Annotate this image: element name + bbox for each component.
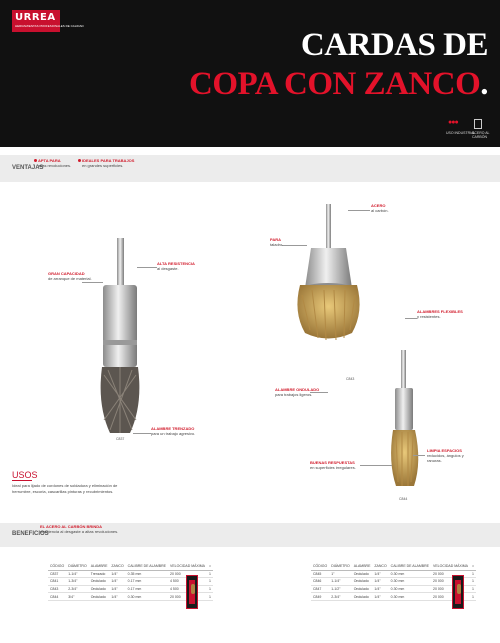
table-cell: 0.30 mm [389,570,431,578]
table-cell: Ondulado [352,593,373,601]
ventajas-label: VENTAJAS [12,165,44,171]
callout-alambre-ondulado: ALAMBRE ONDULADO para trabajos ligeros. [275,387,320,397]
callout-buenas-respuestas: BUENAS RESPUESTAS en superficies irregulares. [310,460,356,470]
brand-logo [12,10,84,32]
steel-icon [474,119,482,129]
table-cell: C841 [48,578,66,586]
product-package-image [186,575,198,609]
table-cell: 20 000 [431,578,470,586]
callout-alambres-flexibles: ALAMBRES FLEXIBLES y resistentes. [417,309,463,319]
table-cell: 1/4" [372,570,388,578]
table-cell: Ondulado [89,578,110,586]
table-cell: 1 [470,585,476,593]
table-cell: 1 [207,593,213,601]
table-cell: 3/4" [66,593,88,601]
table-header-cell: ZANCO [374,564,387,569]
table-cell: 1/4" [372,578,388,586]
table-cell: 20 000 [431,570,470,578]
product-package-image [452,575,464,609]
table-cell: C844 [48,593,66,601]
callout-alta-resistencia: ALTA RESISTENCIA al desgaste. [157,261,195,271]
table-header-cell: ⌂ [209,564,212,569]
table-header-row [48,563,213,570]
badge-uso-industrial: USO INDUSTRIAL [446,131,476,135]
callout-alambre-trenzado: ALAMBRE TRENZADO para un trabajo agresivo. [151,426,196,436]
product-code: C837 [116,437,125,441]
callout-line [82,282,103,283]
page-title-line2: COPA CON ZANCO. [189,66,488,102]
table-cell: C846 [311,578,329,586]
badge-acero-carbon: ACERO AL CARBÓN [472,131,490,139]
table-cell: 1-1/4" [329,578,351,586]
table-cell: 0.30 mm [389,593,431,601]
table-cell: 0.35 mm [126,570,168,578]
callout-para: PARA taladro. [270,237,284,247]
table-cell: 0.30 mm [389,585,431,593]
table-header-cell: DIÁMETRO [331,564,350,569]
table-header-cell: VELOCIDAD MÁXIMA [433,564,469,569]
table-cell: 1-1/2" [329,585,351,593]
usos-underline [12,480,32,481]
callout-line [413,455,425,456]
callout-line [348,210,370,211]
table-cell: 1/4" [109,578,125,586]
table-cell: Ondulado [352,585,373,593]
table-cell: 1/4" [109,593,125,601]
table-cell: 0.30 mm [389,578,431,586]
product-code: C844 [399,497,408,501]
table-header-cell: ⌂ [472,564,475,569]
table-header-cell: CÓDIGO [50,564,65,569]
callout-line [405,318,417,319]
end-brush [391,350,418,486]
table-cell: 4 500 [168,585,207,593]
table-cell: 20 000 [168,570,207,578]
beneficios-label: BENEFICIOS [12,531,49,537]
callout-gran-capacidad: GRAN CAPACIDAD de arranque de material. [48,271,92,281]
table-cell: 1/4" [372,585,388,593]
table-header-cell: CALIBRE DE ALAMBRE [390,564,429,569]
table-cell: 0.17 mm [126,585,168,593]
table-cell: 20 000 [168,593,207,601]
bullet-icon [78,159,81,162]
table-cell: Ondulado [352,570,373,578]
table-cell: Ondulado [89,593,110,601]
cup-brush [297,204,359,340]
table-cell: 1 [470,570,476,578]
callout-line [137,267,157,268]
table-header-row [311,563,476,570]
table-header-cell: ALAMBRE [90,564,108,569]
table-cell: 1 [207,570,213,578]
table-cell: 1 [470,578,476,586]
table-header-cell: ZANCO [111,564,124,569]
table-cell: C849 [311,593,329,601]
table-cell: 2-3/4" [329,593,351,601]
beneficios-text: EL ACERO AL CARBÓN BRINDA resistencia al desgaste a altas revoluciones. [40,524,119,534]
table-cell: 1 [207,578,213,586]
table-cell: 0.17 mm [126,578,168,586]
table-header-cell: CÓDIGO [313,564,328,569]
table-cell: 20 000 [431,585,470,593]
callout-line [133,433,151,434]
callout-acero: ACERO al carbón. [371,203,389,213]
logo-tagline: HERRAMIENTAS PROFESIONALES DE CALIDAD [15,24,84,28]
table-cell: 1-3/4" [66,578,88,586]
usos-text: Ideal para lijado de cordones de soldadura y eliminación de herrumbre, escoria, cascarillas pinturas y recubrimientos. [12,483,118,494]
table-cell: C843 [48,585,66,593]
product-code: C843 [346,377,355,381]
advantage-item: IDEALES PARA TRABAJOS en grandes superficies. [82,158,134,168]
table-header-cell: CALIBRE DE ALAMBRE [127,564,166,569]
table-cell: 4 500 [168,578,207,586]
industrial-use-icon: ●●● [448,119,458,126]
table-cell: 1/4" [109,570,125,578]
table-cell: 1 [207,585,213,593]
usos-title: USOS [12,470,38,480]
table-header-cell: ALAMBRE [353,564,371,569]
table-header-cell: VELOCIDAD MÁXIMA [170,564,206,569]
table-cell: C845 [311,570,329,578]
header-banner [0,0,500,147]
table-cell: 1/4" [109,585,125,593]
badge-group [446,117,490,142]
logo-text: URREA [15,12,56,23]
table-cell: Trenzado [89,570,110,578]
page-title-line1: CARDAS DE [300,27,488,63]
table-cell: C847 [311,585,329,593]
table-header-cell: DIÁMETRO [68,564,87,569]
callout-limpia-espacios: LIMPIA ESPACIOS reducidos, ángulos y ranuras. [427,448,464,463]
table-cell: 1 [470,593,476,601]
table-cell: C837 [48,570,66,578]
product-illustrations [0,190,500,520]
table-cell: 1/4" [372,593,388,601]
ventajas-band [0,155,500,182]
twisted-knot-brush [101,238,140,433]
callout-line [282,245,307,246]
table-cell: 2-3/4" [66,585,88,593]
table-cell: Ondulado [89,585,110,593]
callout-line [360,465,392,466]
bullet-icon [34,159,37,162]
advantage-item: APTA PARA altas revoluciones. [38,158,71,168]
table-cell: 0.30 mm [126,593,168,601]
table-cell: 20 000 [431,593,470,601]
table-cell: 1-1/4" [66,570,88,578]
table-cell: Ondulado [352,578,373,586]
table-cell: 1" [329,570,351,578]
